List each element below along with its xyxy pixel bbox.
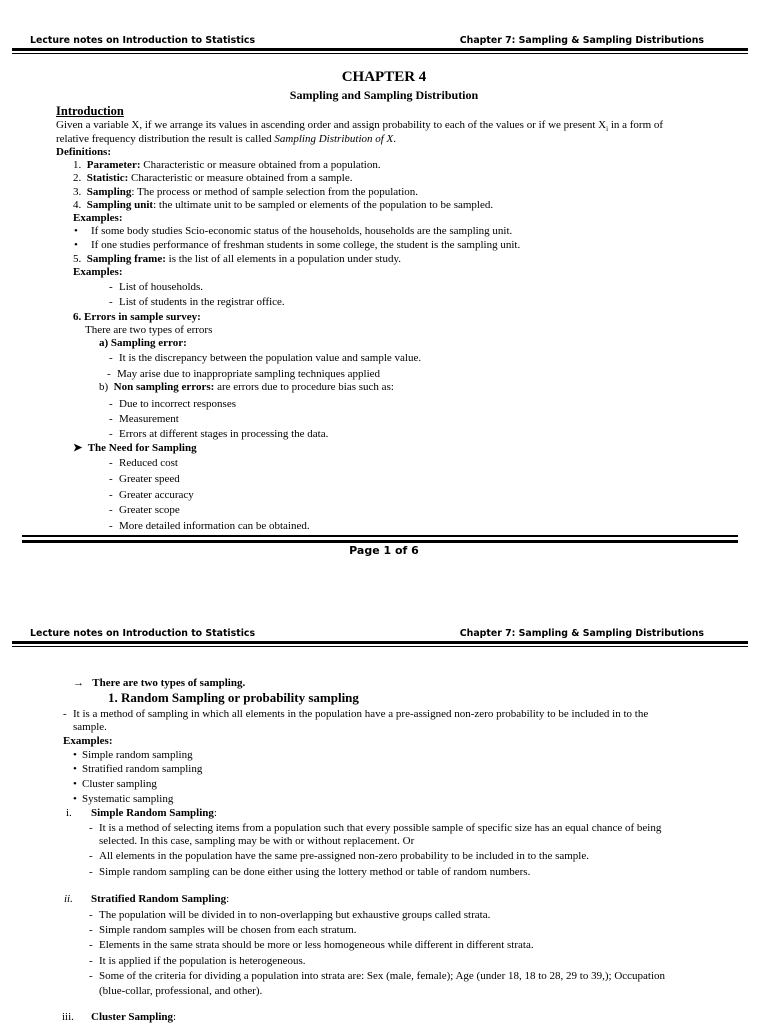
dash-item: - It is a method of sampling in which all elements in the population have a pre-assigned non-zero probability to be included in to the — [73, 708, 648, 721]
dash-item: - Errors at different stages in processing the data. — [119, 428, 328, 441]
page1-header — [30, 35, 704, 46]
srs-number: i. — [66, 807, 72, 819]
errors-intro: There are two types of errors — [85, 324, 213, 336]
definition-item: 1. Parameter: Characteristic or measure obtained from a population. — [73, 159, 381, 171]
example-bullet: • Stratified random sampling — [82, 763, 202, 776]
footer-rule-top — [22, 535, 738, 537]
random-sampling-heading: 1. Random Sampling or probability sampling — [108, 690, 359, 705]
dash-item: - Elements in the same strata should be more or less homogeneous while different in different strata. — [99, 939, 534, 952]
dash-item: - Greater accuracy — [119, 489, 194, 502]
dash-item: - Due to incorrect responses — [119, 398, 236, 411]
header-rule-thick — [12, 641, 748, 644]
dash-item: - More detailed information can be obtained. — [119, 520, 310, 533]
header-right: Chapter 7: Sampling & Sampling Distributions — [459, 35, 704, 46]
dash-item: - Greater speed — [119, 473, 180, 486]
example-bullet: • Simple random sampling — [82, 749, 193, 762]
chapter-subtitle: Sampling and Sampling Distribution — [289, 88, 479, 102]
examples-heading: Examples: — [63, 735, 113, 747]
footer-rule-bottom — [22, 540, 738, 543]
dash-item: - Measurement — [119, 413, 179, 426]
dash-item: - May arise due to inappropriate sampling techniques applied — [117, 368, 380, 381]
page2-header — [30, 628, 704, 639]
header-left: Lecture notes on Introduction to Statistics — [30, 628, 256, 639]
example-bullet: • If one studies performance of freshman students in some college, the student is the sampling unit. — [91, 239, 520, 252]
dash-item: - All elements in the population have the same pre-assigned non-zero probability to be included in to the sample. — [99, 850, 589, 863]
dash-item: - The population will be divided in to non-overlapping but exhaustive groups called strata. — [99, 909, 490, 922]
dash-item: - It is a method of selecting items from a population such that every possible sample of specific size has an equal chance of being — [99, 822, 661, 835]
dash-item: - Some of the criteria for dividing a population into strata are: Sex (male, female); Age (under 18, 18 to 28, 29 to 39,); Occupation — [99, 970, 665, 983]
dash-item: - It is applied if the population is heterogeneous. — [99, 955, 306, 968]
stratified-number: ii. — [64, 893, 73, 905]
definition-item: 5. Sampling frame: is the list of all elements in a population under study. — [73, 253, 402, 265]
sampling-types-heading: → There are two types of sampling. — [73, 677, 246, 689]
header-rule-thick — [12, 48, 748, 51]
dash-item: - It is the discrepancy between the population value and sample value. — [119, 352, 421, 365]
non-sampling-error-heading: b) Non sampling errors: are errors due to procedure bias such as: — [99, 381, 394, 393]
dash-item-continuation: sample. — [73, 721, 107, 733]
arrow-bullet-icon: ➤ — [73, 442, 83, 454]
chapter-title: CHAPTER 4 — [341, 69, 427, 85]
dash-item: - List of households. — [119, 281, 203, 294]
example-bullet: • Cluster sampling — [82, 778, 157, 791]
page-number: Page 1 of 6 — [349, 544, 419, 557]
dash-item-continuation: (blue-collar, professional, and other). — [99, 985, 263, 997]
dash-item: - List of students in the registrar office. — [119, 296, 285, 309]
definition-item: 4. Sampling unit: the ultimate unit to be sampled or elements of the population to be sampled. — [73, 199, 494, 211]
intro-paragraph-line1: Given a variable X, if we arrange its values in ascending order and assign probability to each of the values or if we present $X_i$ in a form of — [56, 119, 664, 134]
intro-heading: Introduction — [56, 104, 124, 118]
dash-item: - Reduced cost — [119, 457, 178, 470]
example-bullet: • Systematic sampling — [82, 793, 173, 806]
example-bullet: • If some body studies Scio-economic status of the households, households are the sampling unit. — [91, 225, 512, 238]
definition-item: 2. Statistic: Characteristic or measure obtained from a sample. — [73, 172, 353, 184]
header-rule-thin — [12, 646, 748, 647]
errors-heading: 6. Errors in sample survey: — [73, 311, 201, 323]
examples-heading: Examples: — [73, 266, 123, 278]
intro-paragraph-line2: relative frequency distribution the result is called Sampling Distribution of X. — [56, 133, 397, 145]
header-left: Lecture notes on Introduction to Statistics — [30, 35, 256, 46]
srs-heading: Simple Random Sampling: — [91, 807, 217, 819]
stratified-heading: Stratified Random Sampling: — [91, 893, 230, 905]
header-rule-thin — [12, 53, 748, 54]
dash-item: - Greater scope — [119, 504, 180, 517]
dash-item-continuation: selected. In this case, sampling may be with or without replacement. Or — [99, 835, 415, 847]
definition-item: 3. Sampling: The process or method of sample selection from the population. — [73, 186, 419, 198]
examples-heading: Examples: — [73, 212, 123, 224]
arrow-right-icon: → — [73, 677, 84, 689]
header-right: Chapter 7: Sampling & Sampling Distributions — [459, 628, 704, 639]
dash-item: - Simple random sampling can be done either using the lottery method or table of random numbers. — [99, 866, 530, 879]
cluster-heading: Cluster Sampling: — [91, 1011, 177, 1023]
dash-item: - Simple random samples will be chosen from each stratum. — [99, 924, 357, 937]
sampling-error-heading: a) Sampling error: — [99, 337, 187, 349]
cluster-number: iii. — [62, 1011, 74, 1023]
need-for-sampling-heading: ➤ The Need for Sampling — [73, 442, 197, 454]
definitions-heading: Definitions: — [56, 146, 111, 158]
